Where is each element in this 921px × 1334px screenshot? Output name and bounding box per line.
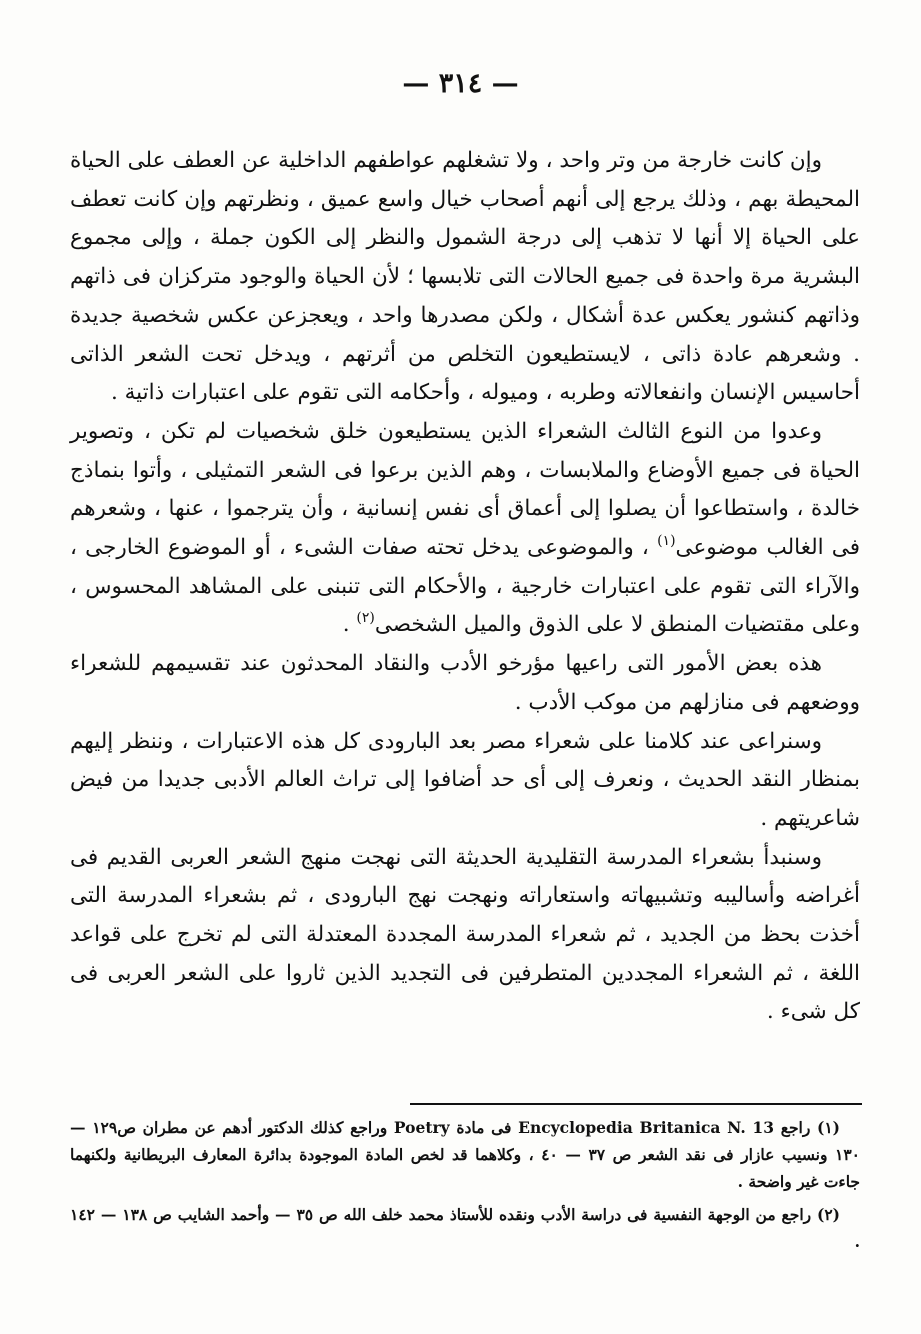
paragraph-2-text-c: . <box>342 612 357 638</box>
footnote-2: (٢) راجع من الوجهة النفسية فى دراسة الأدب ونقده للأستاذ محمد خلف الله ص ٣٥ — وأحمد الشايب ص ١٣٨ — ١٤٢ . <box>70 1205 860 1251</box>
paragraph-2-text-b: ، والموضوعى يدخل تحته صفات الشىء ، أو الموضوع الخارجى ، والآراء التى تقوم على اعتبارات خارجية ، والأحكام التى تنبنى على المشاهد المحسوس ، وعلى مقتضيات المنطق لا على الذوق والميل الشخصى <box>70 535 860 638</box>
footnote-marker-1: (١) <box>657 533 676 550</box>
paragraph-1-text: وإن كانت خارجة من وتر واحد ، ولا تشغلهم عواطفهم الداخلية عن العطف على الحياة المحيطة بهم ، وذلك يرجع إلى أنهم أصحاب خيال واسع عميق ، ونظرتهم وإن كانت تعطف على الحياة إلا أنها لا تذهب إلى درجة الشمول والنظر إلى الكون جملة ، وإلى مجموع البشرية مرة واحدة فى جميع الحالات التى تلابسها ؛ لأن الحياة والوجود متركزان فى ذاتهم وذاتهم كنشور يعكس عدة أشكال ، ولكن مصدرها واحد ، ويعجزعن عكس شخصية جديدة . وشعرهم عادة ذاتى ، لايستطيعون التخلص من أثرتهم ، ويدخل تحت الشعر الذاتى أحاسيس الإنسان وانفعالاته وطربه ، وميوله ، وأحكامه التى تقوم على اعتبارات ذاتية . <box>70 148 860 406</box>
paragraph-2 <box>70 413 860 645</box>
footnotes <box>70 1114 860 1261</box>
body-text <box>70 142 860 1032</box>
paragraph-5 <box>70 839 860 1033</box>
paragraph-5-text: وسنبدأ بشعراء المدرسة التقليدية الحديثة التى نهجت منهج الشعر العربى القديم فى أغراضه وأساليبه وتشبيهاته واستعاراته ونهجت نهج البارودى ، ثم بشعراء المدرسة التى أخذت بحظ من الجديد ، ثم شعراء المدرسة المجددة المعتدلة التى لم تخرج على قواعد اللغة ، ثم الشعراء المجددين المتطرفين فى التجديد الذين ثاروا على الشعر العربى فى كل شىء . <box>70 844 860 1025</box>
paragraph-4 <box>70 723 860 839</box>
paragraph-3 <box>70 645 860 722</box>
page-number: — ٣١٤ — <box>402 68 519 99</box>
footnote-marker-2: (٢) <box>356 610 375 627</box>
footnote-1: (١) راجع Encyclopedia Britanica N. 13 فى مادة Poetry وراجع كذلك الدكتور أدهم عن مطران ص١٢٩ — ١٣٠ ونسيب عازار فى نقد الشعر ص ٣٧ — ٤٠ ، وكلاهما قد لخص المادة الموجودة بدائرة المعارف البريطانية ولكنهما جاءت غير واضحة . <box>70 1118 860 1191</box>
paragraph-2-text-a: وعدوا من النوع الثالث الشعراء الذين يستطيعون خلق شخصيات لم تكن ، وتصوير الحياة فى جميع الأوضاع والملابسات ، وهم الذين برعوا فى الشعر التمثيلى ، وأتوا بنماذج خالدة ، واستطاعوا أن يصلوا إلى أعماق أى نفس إنسانية ، وأن يترجموا ، عنها ، وشعرهم فى الغالب موضوعى <box>70 418 860 561</box>
footnote-divider <box>410 1103 862 1105</box>
paragraph-3-text: هذه بعض الأمور التى راعيها مؤرخو الأدب والنقاد المحدثون عند تقسيمهم للشعراء ووضعهم فى منازلهم من موكب الأدب . <box>70 651 860 715</box>
paragraph-1 <box>70 142 860 413</box>
paragraph-4-text: وسنراعى عند كلامنا على شعراء مصر بعد البارودى كل هذه الاعتبارات ، وننظر إليهم بمنظار النقد الحديث ، ونعرف إلى أى حد أضافوا إلى تراث العالم الأدبى جديدا من فيض شاعريتهم . <box>70 728 860 831</box>
